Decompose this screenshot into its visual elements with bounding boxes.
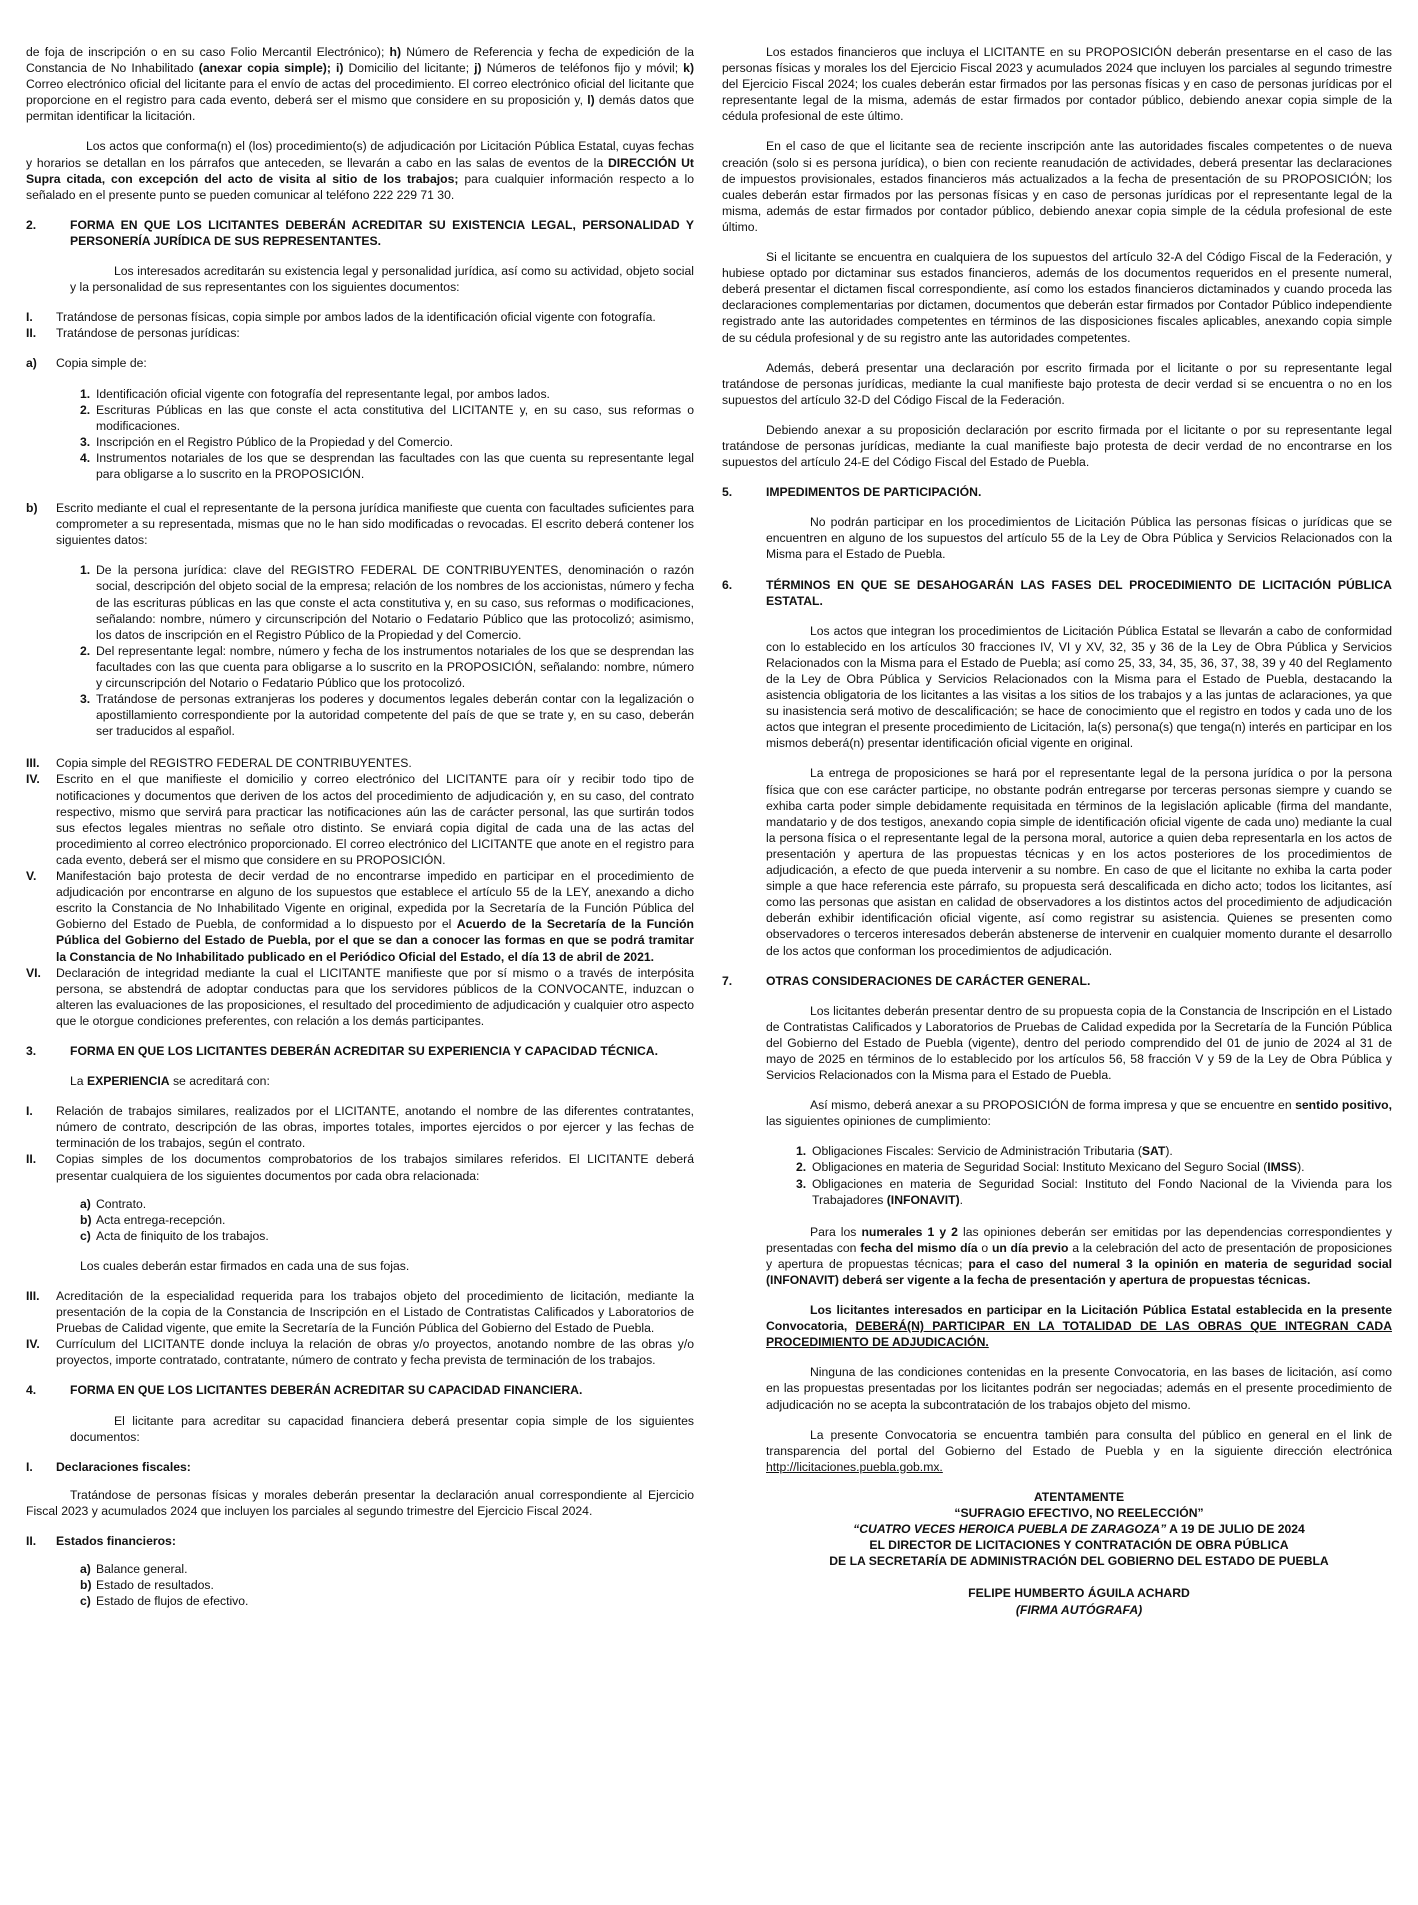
list-item: 4. Instrumentos notariales de los que se desprendan las facultades con las que cuenta su representante legal para obligarse a lo suscrito en la PROPOSICIÓN.: [80, 450, 694, 481]
section-2-b-list: [80, 562, 694, 739]
list-item: b) Acta entrega-recepción.: [80, 1212, 226, 1227]
section-3-intro: La EXPERIENCIA se acreditará con:: [70, 1074, 270, 1089]
section-7-paragraph-5: Ninguna de las condiciones contenidas en la presente Convocatoria, en las bases de licitación, así como en las propuestas presentadas por los licitantes podrán ser negociadas; además en el presente procedimiento de adjudicación no se acepta la subcontratación de los trabajos objeto del mismo.: [766, 1365, 1392, 1412]
section-2-item-V: V. Manifestación bajo protesta de decir verdad de no encontrarse impedido en participar en el procedimiento de adjudicación por encontrarse en alguno de los supuestos que establece el artículo 55 de la LEY, anexando a dicho escrito la Constancia de No Inhabilitado Vigente en original, expedida por la Secretaría de la Función Pública del Gobierno del Estado de Puebla, de conformidad a lo dispuesto por el Acuerdo de la Secretaría de la Función Pública del Gobierno del Estado de Puebla, por el que se dan a conocer las formas en que se podrá tramitar la Constancia de No Inhabilitado publicado en el Periódico Oficial del Estado, el día 13 de abril de 2021.: [26, 869, 694, 964]
signature-line-3: “CUATRO VECES HEROICA PUEBLA DE ZARAGOZA” A 19 DE JULIO DE 2024: [853, 1522, 1305, 1537]
section-4-intro: El licitante para acreditar su capacidad financiera deberá presentar copia simple de los siguientes documentos:: [70, 1413, 694, 1444]
list-item: b) Estado de resultados.: [80, 1578, 214, 1593]
compliance-opinions-list: [796, 1143, 1392, 1207]
section-4-heading: 4. FORMA EN QUE LOS LICITANTES DEBERÁN ACREDITAR SU CAPACIDAD FINANCIERA.: [26, 1383, 583, 1398]
section-7-paragraph-4: Los licitantes interesados en participar en la Licitación Pública Estatal establecida en la presente Convocatoria, DEBERÁ(N) PARTICIPAR EN LA TOTALIDAD DE LAS OBRAS QUE INTEGRAN CADA PROCEDIMIENTO DE ADJUDICACIÓN.: [766, 1303, 1392, 1350]
section-3-item-II: II. Copias simples de los documentos comprobatorios de los trabajos similares referidos. El LICITANTE deberá presentar cualquiera de los siguientes documentos por cada obra relacionada:: [26, 1152, 694, 1183]
section-3-item-III: III. Acreditación de la especialidad requerida para los trabajos objeto del procedimiento de licitación, mediante la presentación de la copia de la Constancia de Inscripción en el Listado de Contratistas Calificados y Laboratorios de Pruebas de Calidad vigente, que emite la Secretaría de la Función Pública del Gobierno del Estado de Puebla.: [26, 1289, 694, 1336]
list-item: 2. Escrituras Públicas en las que conste el acta constitutiva del LICITANTE y, en su caso, sus reformas o modificaciones.: [80, 402, 694, 433]
signature-block: [766, 1489, 1392, 1618]
section-3-item-IV: IV. Currículum del LICITANTE donde incluya la relación de obras y/o proyectos, anotando nombre de las obras y/o proyectos, importe contratado, contratante, número de contrato y fecha prevista de terminación de los trabajos.: [26, 1337, 694, 1368]
section-4-item-I: I. Declaraciones fiscales:: [26, 1459, 191, 1474]
section-7-paragraph-2: Así mismo, deberá anexar a su PROPOSICIÓN de forma impresa y que se encuentre en sentido positivo, las siguientes opiniones de cumplimiento:: [766, 1098, 1393, 1129]
article-32d-paragraph: Además, deberá presentar una declaración por escrito firmada por el licitante o por su representante legal tratándose de personas jurídicas, mediante la cual manifieste bajo protesta de decir verdad si se encuentra o no en los supuestos del artículo 32-D del Código Fiscal de la Federación.: [722, 360, 1392, 407]
section-7-paragraph-3: Para los numerales 1 y 2 las opiniones deberán ser emitidas por las dependencias correspondientes y presentadas con fecha del mismo día o un día previo a la celebración del acto de presentación de proposiciones y apertura de propuestas técnicas; para el caso del numeral 3 la opinión en materia de seguridad social (INFONAVIT) deberá ser vigente a la fecha de presentación y apertura de propuestas técnicas.: [766, 1224, 1392, 1287]
licitaciones-link[interactable]: http://licitaciones.puebla.gob.mx.: [766, 1459, 943, 1474]
section-3-II-note: Los cuales deberán estar firmados en cada una de sus fojas.: [80, 1258, 410, 1273]
section-2-item-I: I. Tratándose de personas físicas, copia simple por ambos lados de la identificación oficial vigente con fotografía.: [26, 310, 656, 325]
list-item: 1. Obligaciones Fiscales: Servicio de Administración Tributaria (SAT).: [796, 1144, 1173, 1159]
new-registration-paragraph: En el caso de que el licitante sea de reciente inscripción ante las autoridades fiscales competentes o de nueva creación (solo si es persona jurídica), o bien con reciente reanudación de actividades, deberá presentar las declaraciones de impuestos provisionales, estados financieros más actualizados a la fecha de presentación de su PROPOSICIÓN; los cuales deberán estar firmados por las personas físicas y en caso de personas jurídicas por el representante legal de la misma, además de estar firmados por contador público, debiendo anexar copia simple de la cédula profesional de este último.: [722, 139, 1392, 234]
right-column: [722, 44, 1392, 1618]
signature-line-5: DE LA SECRETARÍA DE ADMINISTRACIÓN DEL GOBIERNO DEL ESTADO DE PUEBLA: [829, 1554, 1329, 1569]
article-24e-paragraph: Debiendo anexar a su proposición declaración por escrito firmada por el licitante o por su representante legal tratándose de personas jurídicas, mediante la cual manifieste bajo protesta de decir verdad de no encontrarse en los supuestos del artículo 24-E del Código Fiscal del Estado de Puebla.: [722, 422, 1392, 470]
section-2-item-III: III. Copia simple del REGISTRO FEDERAL DE CONTRIBUYENTES.: [26, 756, 412, 771]
list-item: 1. Identificación oficial vigente con fotografía del representante legal, por ambos lados.: [80, 386, 550, 401]
list-item: 2. Del representante legal: nombre, número y fecha de los instrumentos notariales de los que se desprendan las facultades con las que cuenta para obligarse a lo suscrito en la PROPOSICIÓN, señalando: nombre, número y circunscripción del Notario o Fedatario Público que los protocolizó.: [80, 643, 694, 690]
section-2-item-a: a) Copia simple de:: [26, 356, 147, 371]
article-32a-paragraph: Si el licitante se encuentra en cualquiera de los supuestos del artículo 32-A del Código Fiscal de la Federación, y hubiese optado por dictaminar sus estados financieros, además de los documentos requeridos en el presente numeral, deberá presentar el dictamen fiscal correspondiente, así como los estados financieros dictaminados y cuando proceda las declaraciones complementarias por dictamen, documentos que deberán estar firmados por Contador Público independiente registrado ante las autoridades competentes en términos de las disposiciones fiscales aplicables, anexando copia simple de su cédula profesional y de su registro ante las autoridades competentes.: [722, 250, 1392, 345]
section-7-paragraph-6: La presente Convocatoria se encuentra también para consulta del público en general en el link de transparencia del portal del Gobierno del Estado de Puebla y en la siguiente dirección electrónica http://licitaciones.puebla.gob.mx.: [766, 1427, 1392, 1474]
signer-note: (FIRMA AUTÓGRAFA): [1015, 1602, 1143, 1617]
section-2-item-b: b) Escrito mediante el cual el representante de la persona jurídica manifieste que cuenta con facultades suficientes para comprometer a su representada, mismas que no le han sido modificadas o revocadas. El escrito deberá contener los siguientes datos:: [26, 501, 694, 548]
section-5-paragraph: No podrán participar en los procedimientos de Licitación Pública las personas físicas o jurídicas que se encuentren en alguno de los supuestos del artículo 55 de la Ley de Obra Pública y Servicios Relacionados con la Misma para el Estado de Puebla.: [766, 515, 1392, 562]
list-item: 3. Inscripción en el Registro Público de la Propiedad y del Comercio.: [80, 434, 454, 449]
list-item: a) Contrato.: [80, 1196, 147, 1211]
list-item: c) Estado de flujos de efectivo.: [80, 1594, 249, 1609]
section-2-a-list: [80, 386, 694, 483]
section-2-item-IV: IV. Escrito en el que manifieste el domicilio y correo electrónico del LICITANTE para oír y recibir todo tipo de notificaciones y documentos que deriven de los actos del procedimiento de adjudicación y, en su caso, del contrato respectivo, mismo que servirá para practicar las notificaciones aún las de carácter personal, las que surtirán todos sus efectos legales mientras no señale otro distinto. Se enviará copia digital de cada una de las actas del procedimiento al correo electrónico proporcionado. El correo electrónico del LICITANTE que anote en el registro para cada evento, deberá ser el mismo que considere en su PROPOSICIÓN.: [26, 772, 694, 867]
section-2-item-VI: VI. Declaración de integridad mediante la cual el LICITANTE manifieste que por sí mismo o a través de interpósita persona, se abstendrá de adoptar conductas para que los servidores públicos de la CONVOCANTE, induzcan o alteren las evaluaciones de las proposiciones, el resultado del procedimiento de adjudicación y cualquier otro aspecto que le otorgue condiciones preferentes, con relación a los demás participantes.: [26, 965, 694, 1028]
section-5-heading: 5. IMPEDIMENTOS DE PARTICIPACIÓN.: [722, 485, 982, 500]
left-column: [26, 44, 694, 1623]
section-3-II-list: [80, 1196, 694, 1244]
section-6-paragraph-2: La entrega de proposiciones se hará por el representante legal de la persona jurídica o por la persona física que con ese carácter participe, no obstante podrán entregarse por terceras personas siempre y cuando se exhiba carta poder simple debidamente requisitada en términos de la legislación aplicable (firma del mandante, mandatario y de dos testigos, anexando copia simple de identificación oficial vigente de cada uno) mediante la cual la persona física o el representante legal de la persona moral, autorice a quien deba representarla en los actos de presentación y apertura de las propuestas técnicas y en los actos posteriores de los procedimientos de adjudicación, a efecto de que pueda intervenir a su nombre. En caso de que el licitante no exhiba la carta poder simple a que hace referencia este párrafo, su propuesta será descalificada en dicho acto; todos los licitantes, así como las personas que asistan en calidad de observadores a los distintos actos del procedimiento de adjudicación deberán exhibir identificación oficial vigente, así como registrar su asistencia. Quienes se presenten como observadores o terceros interesados deberán abstenerse de intervenir en cualquier momento durante el desarrollo de los actos que conforman los procedimientos de adjudicación.: [766, 766, 1392, 958]
signer-name: FELIPE HUMBERTO ÁGUILA ACHARD: [968, 1586, 1190, 1601]
section-3-heading: 3. FORMA EN QUE LOS LICITANTES DEBERÁN ACREDITAR SU EXPERIENCIA Y CAPACIDAD TÉCNICA.: [26, 1043, 658, 1058]
section-2-intro: Los interesados acreditarán su existencia legal y personalidad jurídica, así como su actividad, objeto social y la personalidad de sus representantes con los siguientes documentos:: [70, 264, 694, 295]
list-item: 3. Tratándose de personas extranjeras los poderes y documentos legales deberán contar con la legalización o apostillamiento correspondiente por la autoridad competente del país de que se trate y, en su caso, deberán ser traducidos al español.: [80, 692, 694, 739]
section-2-item-II: II. Tratándose de personas jurídicas:: [26, 326, 240, 341]
section-6-paragraph-1: Los actos que integran los procedimientos de Licitación Pública Estatal se llevarán a cabo de conformidad con lo establecido en los artículos 30 fracciones IV, VI y XV, 32, 35 y 36 de la Ley de Obra Pública y Servicios Relacionados con la Misma para el Estado de Puebla; así como 25, 33, 34, 35, 36, 37, 38, 39 y 40 del Reglamento de la Ley de Obra Pública y Servicios Relacionados con la Misma para el Estado de Puebla, destacando la asistencia obligatoria de los licitantes a las visitas a los sitios de los trabajos y a las juntas de aclaraciones, ya que su inasistencia será motivo de descalificación; se hace de conocimiento que el registro en todos y cada uno de los actos que integran el presente procedimiento de Licitación, la(s) persona(s) que tenga(n) interés en participar en los mismos deberá(n) presentar identificación oficial vigente en original.: [766, 623, 1392, 751]
list-item: 1. De la persona jurídica: clave del REGISTRO FEDERAL DE CONTRIBUYENTES, denominación o razón social, descripción del objeto social de la empresa; relación de los nombres de los accionistas, número y fecha de las escrituras públicas en las que conste el acta constitutiva y, en su caso, sus reformas o modificaciones, señalando: nombre, número y circunscripción del Notario o Fedatario Público que las protocolizó; asimismo, los datos de inscripción en el Registro Público de la Propiedad y del Comercio.: [80, 563, 694, 642]
intro-paragraph-2: Los actos que conforma(n) el (los) procedimiento(s) de adjudicación por Licitación Pública Estatal, cuyas fechas y horarios se detallan en los párrafos que anteceden, se llevarán a cabo en las salas de eventos de la DIRECCIÓN Ut Supra citada, con excepción del acto de visita al sitio de los trabajos; para cualquier información respecto a lo señalado en el presente punto se pueden comunicar al teléfono 222 229 71 30.: [26, 139, 694, 202]
section-2-heading: 2. FORMA EN QUE LOS LICITANTES DEBERÁN ACREDITAR SU EXISTENCIA LEGAL, PERSONALIDAD Y PERSONERÍA JURÍDICA DE SUS REPRESENTANTES.: [26, 217, 694, 248]
list-item: c) Acta de finiquito de los trabajos.: [80, 1228, 269, 1243]
list-item: a) Balance general.: [80, 1562, 188, 1577]
signature-line-1: ATENTAMENTE: [1033, 1489, 1125, 1504]
section-7-paragraph-1: Los licitantes deberán presentar dentro de su propuesta copia de la Constancia de Inscripción en el Listado de Contratistas Calificados y Laboratorios de Pruebas de Calidad expedida por la Secretaría de la Función Pública del Gobierno del Estado de Puebla (vigente), dentro del periodo comprendido del 01 de junio de 2024 al 31 de mayo de 2025 en términos de lo establecido por los artículos 56, 58 fracción V y 59 de la Ley de Obra Pública y Servicios Relacionados con la Misma para el Estado de Puebla.: [766, 1003, 1392, 1083]
section-6-heading: 6. TÉRMINOS EN QUE SE DESAHOGARÁN LAS FASES DEL PROCEDIMIENTO DE LICITACIÓN PÚBLICA ESTATAL.: [722, 577, 1392, 608]
list-item: 2. Obligaciones en materia de Seguridad Social: Instituto Mexicano del Seguro Social (IMSS).: [796, 1160, 1305, 1175]
section-7-heading: 7. OTRAS CONSIDERACIONES DE CARÁCTER GENERAL.: [722, 973, 1091, 988]
section-4-I-paragraph: Tratándose de personas físicas y morales deberán presentar la declaración anual correspondiente al Ejercicio Fiscal 2023 y acumulados 2024 que incluyen los parciales al segundo trimestre del Ejercicio Fiscal 2024.: [26, 1487, 694, 1518]
section-4-item-II: II. Estados financieros:: [26, 1534, 176, 1549]
section-4-II-list: [80, 1561, 694, 1609]
section-3-item-I: I. Relación de trabajos similares, realizados por el LICITANTE, anotando el nombre de las diferentes contratantes, número de contrato, descripción de las obras, importes totales, importes ejercidos o por ejercer y las fechas de terminación de los trabajos, según el contrato.: [26, 1104, 694, 1151]
financial-statements-paragraph: Los estados financieros que incluya el LICITANTE en su PROPOSICIÓN deberán presentarse en el caso de las personas físicas y morales los del Ejercicio Fiscal 2023 y acumulados 2024 que incluyen los parciales al segundo trimestre del Ejercicio Fiscal 2024; los cuales deberán estar firmados por las personas físicas y en caso de personas jurídicas por el representante legal de la misma, además de estar firmados por contador público, debiendo anexar copia simple de la cédula profesional de este último.: [722, 45, 1392, 124]
signature-line-4: EL DIRECTOR DE LICITACIONES Y CONTRATACIÓN DE OBRA PÚBLICA: [869, 1538, 1289, 1553]
list-item: 3. Obligaciones en materia de Seguridad Social: Instituto del Fondo Nacional de la Vivienda para los Trabajadores (INFONAVIT).: [796, 1176, 1392, 1207]
intro-paragraph-1: de foja de inscripción o en su caso Folio Mercantil Electrónico); h) Número de Referencia y fecha de expedición de la Constancia de No Inhabilitado (anexar copia simple); i) Domicilio del licitante; j) Números de teléfonos fijo y móvil; k) Correo electrónico oficial del licitante para el envío de actas del procedimiento. El correo electrónico oficial del licitante que proporcione en el registro para cada evento, deberá ser el mismo que considere en su proposición y, l) demás datos que permitan identificar la licitación.: [26, 45, 695, 124]
signature-line-2: “SUFRAGIO EFECTIVO, NO REELECCIÓN”: [954, 1506, 1204, 1521]
